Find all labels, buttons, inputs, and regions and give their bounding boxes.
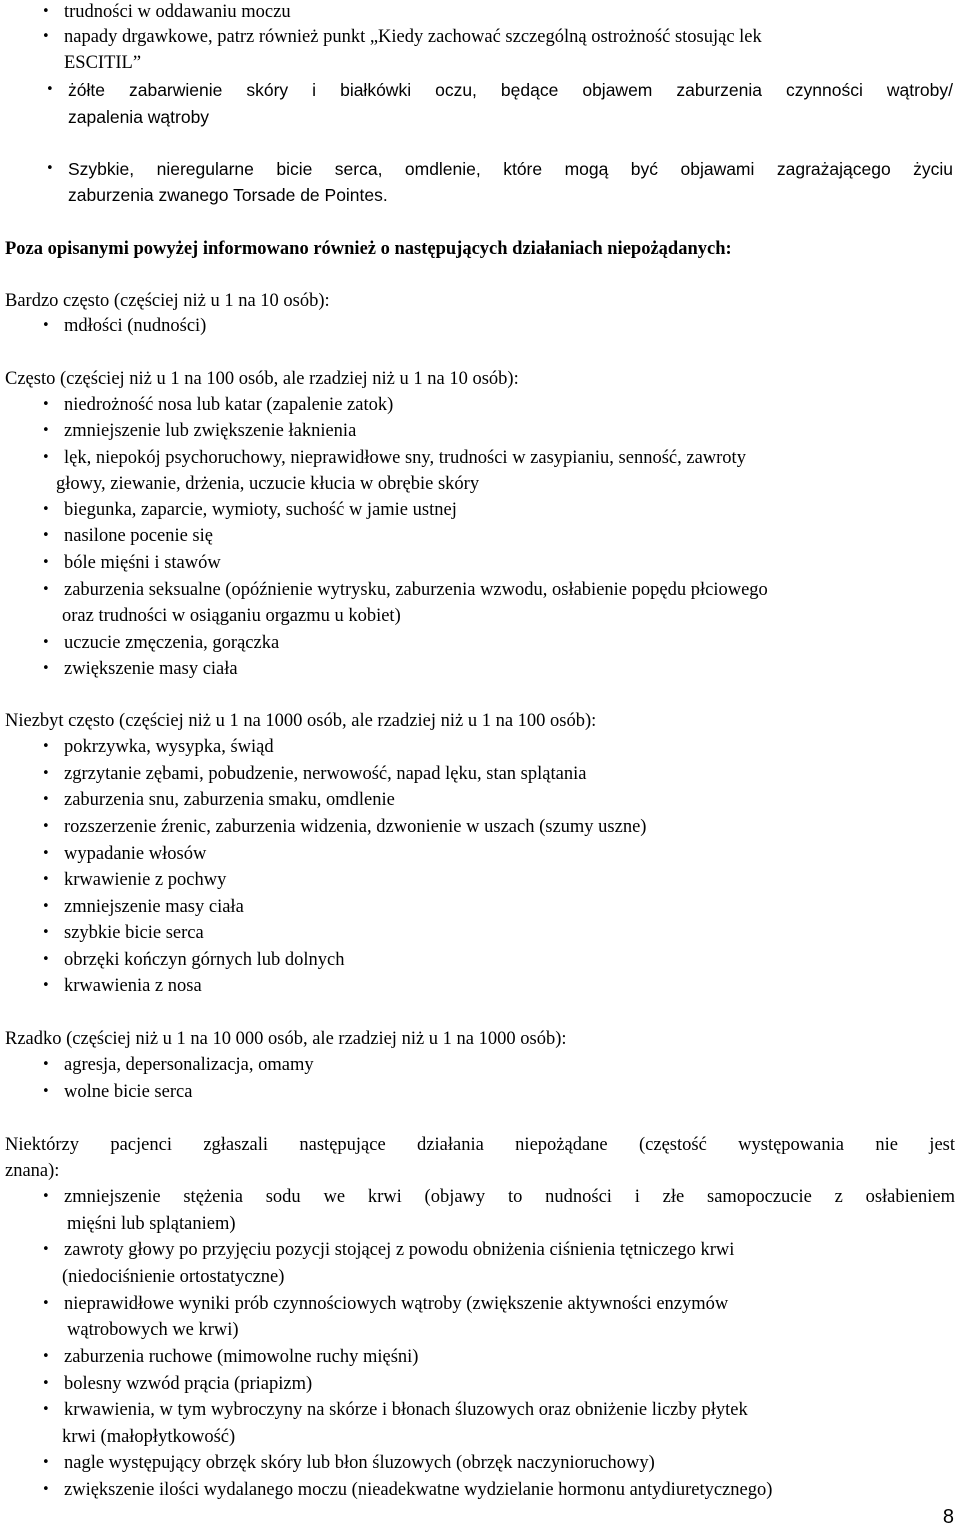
list-item: • nieprawidłowe wyniki prób czynnościowych wątroby (zwiększenie aktywności enzymów <box>64 1292 728 1316</box>
list-item: • nasilone pocenie się <box>64 524 213 548</box>
list-item-continuation: zapalenia wątroby <box>68 107 210 127</box>
list-item-continuation: głowy, ziewanie, drżenia, uczucie kłucia w obrębie skóry <box>56 474 480 494</box>
list-item: • napady drgawkowe, patrz również punkt „Kiedy zachować szczególną ostrożność stosując lek <box>64 25 762 49</box>
list-item: • szybkie bicie serca <box>64 921 204 945</box>
list-item: • zaburzenia ruchowe (mimowolne ruchy mięśni) <box>64 1345 418 1369</box>
frequency-title-very-common: Bardzo często (częściej niż u 1 na 10 osób): <box>5 291 330 311</box>
list-item: • trudności w oddawaniu moczu <box>64 0 291 24</box>
list-item-continuation: krwi (małopłytkowość) <box>62 1427 236 1447</box>
list-item: • bolesny wzwód prącia (priapizm) <box>64 1372 312 1396</box>
list-item: • zgrzytanie zębami, pobudzenie, nerwowość, napad lęku, stan splątania <box>64 762 586 786</box>
page-number: 8 <box>942 1506 954 1528</box>
section-heading: Poza opisanymi powyżej informowano również o następujących działaniach niepożądanych: <box>5 239 732 259</box>
list-item: • obrzęki kończyn górnych lub dolnych <box>64 948 345 972</box>
list-item-continuation: oraz trudności w osiąganiu orgazmu u kobiet) <box>62 606 401 626</box>
list-item: • rozszerzenie źrenic, zaburzenia widzenia, dzwonienie w uszach (szumy uszne) <box>64 815 646 839</box>
list-item: • nagle występujący obrzęk skóry lub błon śluzowych (obrzęk naczynioruchowy) <box>64 1451 655 1475</box>
list-item-continuation: zaburzenia zwanego Torsade de Pointes. <box>68 185 388 205</box>
list-item: • pokrzywka, wysypka, świąd <box>64 735 274 759</box>
frequency-title-rare: Rzadko (częściej niż u 1 na 10 000 osób, ale rzadziej niż u 1 na 1000 osób): <box>5 1029 567 1049</box>
list-item: • lęk, niepokój psychoruchowy, nieprawidłowe sny, trudności w zasypianiu, senność, zawroty <box>64 446 746 470</box>
frequency-title-unknown-continuation: znana): <box>5 1161 60 1181</box>
list-item: • biegunka, zaparcie, wymioty, suchość w jamie ustnej <box>64 498 457 522</box>
frequency-title-unknown: Niektórzy pacjenci zgłaszali następujące działania niepożądane (częstość występowania nie jest <box>5 1135 955 1155</box>
list-item-continuation: (niedociśnienie ortostatyczne) <box>62 1267 285 1287</box>
list-item: • bóle mięśni i stawów <box>64 551 221 575</box>
list-item: • Szybkie, nieregularne bicie serca, omdlenie, które mogą być objawami zagrażającego życiu <box>68 157 953 181</box>
list-item: • agresja, depersonalizacja, omamy <box>64 1053 314 1077</box>
list-item: • zaburzenia seksualne (opóźnienie wytrysku, zaburzenia wzwodu, osłabienie popędu płciowego <box>64 578 768 602</box>
list-item: • krwawienie z pochwy <box>64 868 226 892</box>
list-item-continuation: wątrobowych we krwi) <box>67 1320 239 1340</box>
list-item: • zmniejszenie masy ciała <box>64 895 244 919</box>
list-item: • wypadanie włosów <box>64 842 206 866</box>
list-item: • żółte zabarwienie skóry i białkówki oczu, będące objawem zaburzenia czynności wątroby/ <box>68 78 953 102</box>
list-item: • wolne bicie serca <box>64 1080 192 1104</box>
list-item-continuation: ESCITIL” <box>64 53 142 73</box>
list-item: • zawroty głowy po przyjęciu pozycji stojącej z powodu obniżenia ciśnienia tętniczego krwi <box>64 1238 734 1262</box>
list-item: • zmniejszenie stężenia sodu we krwi (objawy to nudności i złe samopoczucie z osłabieniem <box>64 1185 955 1209</box>
list-item: • zaburzenia snu, zaburzenia smaku, omdlenie <box>64 788 395 812</box>
list-item: • krwawienia, w tym wybroczyny na skórze i błonach śluzowych oraz obniżenie liczby płytek <box>64 1398 748 1422</box>
list-item: • uczucie zmęczenia, gorączka <box>64 631 279 655</box>
frequency-title-common: Często (częściej niż u 1 na 100 osób, ale rzadziej niż u 1 na 10 osób): <box>5 369 519 389</box>
list-item: • zwiększenie masy ciała <box>64 657 238 681</box>
list-item: • zwiększenie ilości wydalanego moczu (nieadekwatne wydzielanie hormonu antydiuretycznego) <box>64 1478 772 1502</box>
frequency-title-uncommon: Niezbyt często (częściej niż u 1 na 1000 osób, ale rzadziej niż u 1 na 100 osób): <box>5 711 597 731</box>
list-item: • mdłości (nudności) <box>64 314 206 338</box>
list-item: • zmniejszenie lub zwiększenie łaknienia <box>64 419 356 443</box>
list-item: • niedrożność nosa lub katar (zapalenie zatok) <box>64 393 393 417</box>
list-item-continuation: mięśni lub splątaniem) <box>67 1214 236 1234</box>
list-item: • krwawienia z nosa <box>64 974 202 998</box>
